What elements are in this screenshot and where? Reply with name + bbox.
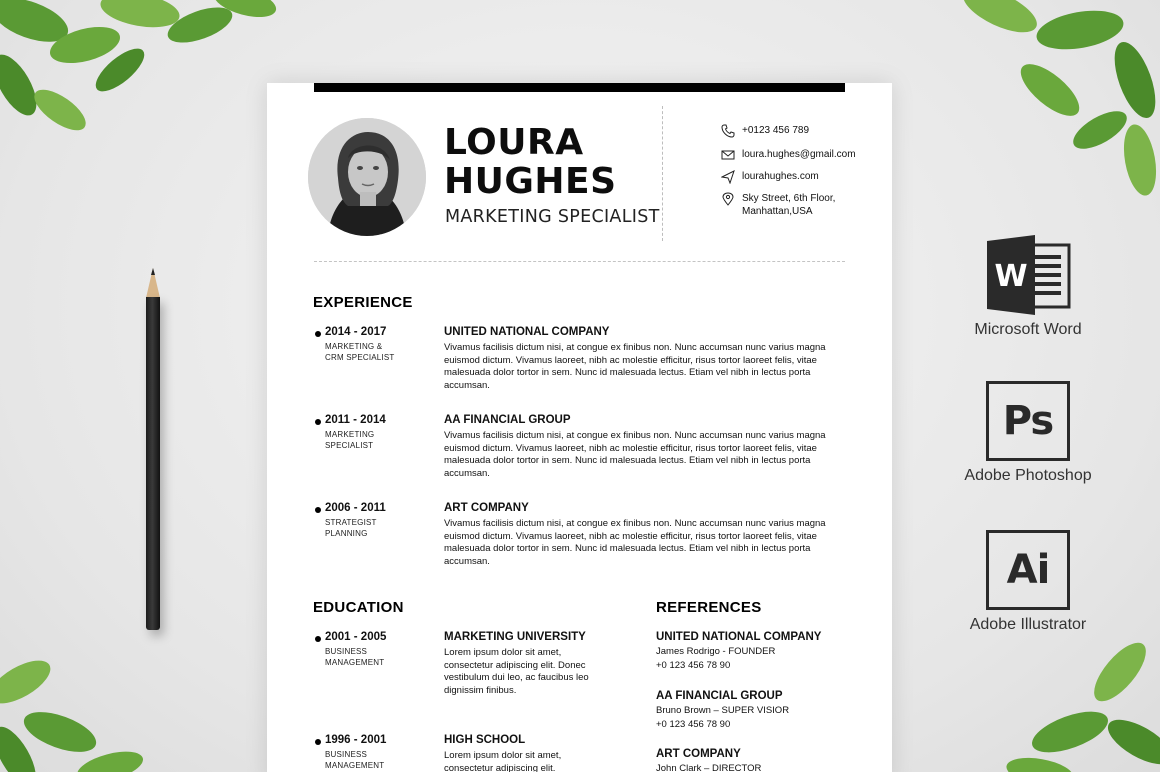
entry-role-line-2: PLANNING [325, 529, 368, 538]
reference-company: AA FINANCIAL GROUP [656, 690, 783, 702]
entry-description: Vivamus facilisis dictum nisi, at congue ex finibus non. Nunc accumsan nunc varius magna euismod dictum. Vivamus laoreet, nibh ac molestie efficitur, risus tortor laoreet felis, vitae malesuada dolor tortor in sem. Nunc id malesuada lectus. Etiam vel nibh in lectus porta accumsan. [444, 430, 826, 479]
illustrator-letters: Ai [1006, 547, 1050, 593]
reference-person: Bruno Brown – SUPER VISIOR [656, 705, 790, 716]
person-name [444, 123, 617, 201]
photoshop-label: Adobe Photoshop [964, 467, 1092, 484]
entry-field [325, 749, 415, 771]
entry-description: Lorem ipsum dolor sit amet, consectetur adipiscing elit. [444, 750, 562, 772]
reference-entry [656, 748, 856, 772]
reference-entry [656, 631, 856, 671]
adobe-photoshop-badge [948, 381, 1108, 485]
phone-text: +0123 456 789 [742, 125, 810, 136]
leaves-bottom-right [1000, 632, 1160, 772]
contact-website [721, 170, 819, 183]
word-icon [983, 235, 1073, 315]
entry-role [325, 341, 415, 363]
reference-person: James Rodrigo - FOUNDER [656, 646, 776, 657]
photoshop-letters: Ps [1002, 398, 1054, 444]
reference-entry [656, 690, 856, 730]
reference-phone: +0 123 456 78 90 [656, 719, 731, 730]
illustrator-icon [986, 530, 1070, 610]
education-heading: EDUCATION [313, 599, 404, 616]
contact-email [721, 148, 856, 161]
entry-role-line-1: MARKETING & [325, 342, 383, 351]
bullet-dot [315, 636, 321, 642]
bullet-dot [315, 739, 321, 745]
entry-description: Vivamus facilisis dictum nisi, at congue ex finibus non. Nunc accumsan nunc varius magna euismod dictum. Vivamus laoreet, nibh ac molestie efficitur, risus tortor laoreet felis, vitae malesuada dolor tortor in sem. Nunc id malesuada lectus. Etiam vel nibh in lectus porta accumsan. [444, 518, 826, 567]
entry-field-line-2: MANAGEMENT [325, 761, 385, 770]
section-divider [314, 261, 845, 262]
entry-description: Lorem ipsum dolor sit amet, consectetur adipiscing elit. Donec vestibulum dui leo, ac faucibus leo dignissim finibus. [444, 647, 589, 696]
entry-field-line-1: BUSINESS [325, 647, 368, 656]
address-line-2: Manhattan,USA [742, 206, 813, 217]
leaves-bottom-left [0, 622, 150, 772]
pencil-decoration [146, 268, 160, 630]
entry-field-line-2: MANAGEMENT [325, 658, 385, 667]
entry-years: 2014 - 2017 [325, 326, 387, 338]
experience-heading: EXPERIENCE [313, 294, 413, 311]
reference-company: UNITED NATIONAL COMPANY [656, 631, 822, 643]
entry-field-line-1: BUSINESS [325, 750, 368, 759]
illustrator-label: Adobe Illustrator [969, 616, 1087, 633]
bullet-dot [315, 331, 321, 337]
entry-years: 2006 - 2011 [325, 502, 386, 514]
bullet-dot [315, 507, 321, 513]
job-title: MARKETING SPECIALIST [445, 207, 660, 227]
header-divider [662, 106, 663, 241]
entry-company: ART COMPANY [444, 502, 529, 514]
first-name: LOURA [444, 122, 584, 163]
entry-school: HIGH SCHOOL [444, 734, 526, 746]
word-letter: W [994, 259, 1028, 294]
profile-photo [308, 118, 426, 236]
reference-phone: +0 123 456 78 90 [656, 660, 731, 671]
contact-address [721, 192, 891, 218]
phone-icon [721, 124, 735, 138]
entry-school: MARKETING UNIVERSITY [444, 631, 586, 643]
reference-person: John Clark – DIRECTOR [656, 763, 762, 772]
entry-role-line-1: MARKETING [325, 430, 375, 439]
bullet-dot [315, 419, 321, 425]
entry-role [325, 517, 415, 539]
reference-company: ART COMPANY [656, 748, 741, 760]
website-text: lourahughes.com [742, 171, 819, 182]
entry-field [325, 646, 415, 668]
address-line-1: Sky Street, 6th Floor, [742, 193, 836, 204]
word-label: Microsoft Word [974, 321, 1082, 338]
email-text: loura.hughes@gmail.com [742, 149, 856, 160]
entry-role-line-2: SPECIALIST [325, 441, 374, 450]
send-icon [721, 170, 735, 184]
entry-company: AA FINANCIAL GROUP [444, 414, 571, 426]
entry-role [325, 429, 415, 451]
entry-company: UNITED NATIONAL COMPANY [444, 326, 610, 338]
contact-phone [721, 124, 809, 137]
entry-role-line-2: CRM SPECIALIST [325, 353, 395, 362]
entry-description: Vivamus facilisis dictum nisi, at congue ex finibus non. Nunc accumsan nunc varius magna euismod dictum. Vivamus laoreet, nibh ac molestie efficitur, risus tortor laoreet felis, vitae malesuada dolor tortor in sem. Nunc id malesuada lectus. Etiam vel nibh in lectus porta accumsan. [444, 342, 826, 391]
references-heading: REFERENCES [656, 599, 762, 616]
leaves-top-left [0, 0, 290, 150]
header-bar [314, 83, 845, 92]
resume-sheet [267, 83, 892, 772]
mail-icon [721, 148, 735, 162]
location-pin-icon [721, 192, 735, 206]
entry-years: 2011 - 2014 [325, 414, 386, 426]
photoshop-icon [986, 381, 1070, 461]
entry-role-line-1: STRATEGIST [325, 518, 377, 527]
adobe-illustrator-badge [948, 530, 1108, 634]
entry-years: 1996 - 2001 [325, 734, 387, 746]
last-name: HUGHES [444, 161, 617, 202]
leaves-top-right [940, 0, 1160, 220]
microsoft-word-badge [948, 235, 1108, 339]
entry-years: 2001 - 2005 [325, 631, 387, 643]
